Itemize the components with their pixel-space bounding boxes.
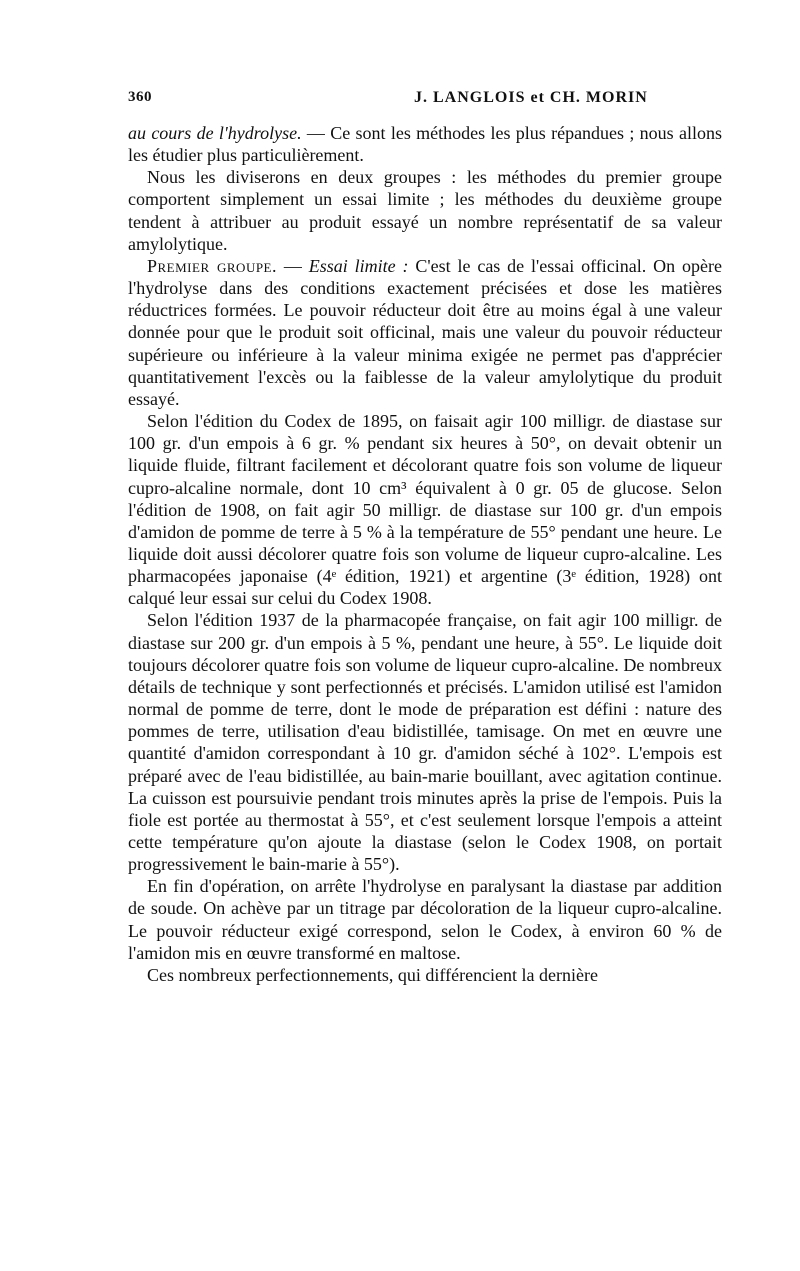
paragraph bbox=[128, 255, 722, 410]
em-dash: — bbox=[277, 255, 309, 276]
paragraph-text: C'est le cas de l'essai officinal. On opère l'hydrolyse dans des conditions exactement précisées et dose les matières réductrices formées. Le pouvoir réducteur doit être au moins égal à une valeur donnée pour que le produit soit officinal, mais une valeur du pouvoir réducteur supérieure ou inférieure à la valeur minima exigée ne permet pas d'apprécier quantitativement l'excès ou la faiblesse de la valeur amylolytique du produit essayé. bbox=[128, 255, 722, 409]
italic-lead: au cours de l'hydrolyse. bbox=[128, 123, 302, 143]
italic-lead: Essai limite : bbox=[308, 255, 409, 276]
page-number: 360 bbox=[128, 89, 152, 105]
paragraph: Nous les diviserons en deux groupes : les méthodes du premier groupe comportent simplement un essai limite ; les méthodes du deuxième groupe tendent à attribuer au produit essayé un nombre représentatif de sa valeur amylolytique. bbox=[128, 167, 722, 254]
paragraph: Selon l'édition 1937 de la pharmacopée française, on fait agir 100 milligr. de diastase sur 200 gr. d'un empois à 5 %, pendant une heure, à 55°. Le liquide doit toujours décolorer quatre fois son volume de liqueur cupro-alcaline. De nombreux détails de technique y sont perfectionnés et précisés. L'amidon utilisé est l'amidon normal de pomme de terre, dont le mode de préparation est défini : nature des pommes de terre, utilisation d'eau bidistillée, tamisage. On met en œuvre une quantité d'amidon correspondant à 10 gr. d'amidon séché à 102°. L'empois est préparé avec de l'eau bidistillée, au bain-marie bouillant, avec agitation continue. La cuisson est poursuivie pendant trois minutes après la prise de l'empois. Puis la fiole est portée au thermostat à 55°, et c'est seulement lorsque l'empois a atteint cette température qu'on ajoute la diastase (selon le Codex 1908, on portait progressivement le bain-marie à 55°). bbox=[128, 610, 722, 875]
paragraph: Ces nombreux perfectionnements, qui différencient la dernière bbox=[147, 964, 598, 985]
paragraph: En fin d'opération, on arrête l'hydrolyse en paralysant la diastase par addition de soude. On achève par un titrage par décoloration de la liqueur cupro-alcaline. Le pouvoir réducteur exigé correspond, selon le Codex, à environ 60 % de l'amidon mis en œuvre transformé en maltose. bbox=[128, 876, 722, 963]
section-heading: Premier groupe. bbox=[147, 255, 277, 276]
body-text bbox=[128, 122, 722, 986]
paragraph-text: — Ce sont les méthodes les plus répandues ; nous allons les étudier plus particulièrement. bbox=[128, 123, 722, 166]
running-head: J. LANGLOIS et CH. MORIN bbox=[414, 89, 648, 106]
paragraph bbox=[128, 122, 722, 166]
page-header bbox=[128, 89, 721, 113]
paragraph: Selon l'édition du Codex de 1895, on faisait agir 100 milligr. de diastase sur 100 gr. d'un empois à 6 gr. % pendant six heures à 50°, on devait obtenir un liquide fluide, filtrant facilement et décolorant quatre fois son volume de liqueur cupro-alcaline normale, dont 10 cm³ équivalent à 0 gr. 05 de glucose. Selon l'édition de 1908, on fait agir 50 milligr. de diastase sur 100 gr. d'un empois d'amidon de pomme de terre à 5 % à la température de 55° pendant une heure. Le liquide doit aussi décolorer quatre fois son volume de liqueur cupro-alcaline. Les pharmacopées japonaise (4ᵉ édition, 1921) et argentine (3ᵉ édition, 1928) ont calqué leur essai sur celui du Codex 1908. bbox=[128, 411, 722, 609]
